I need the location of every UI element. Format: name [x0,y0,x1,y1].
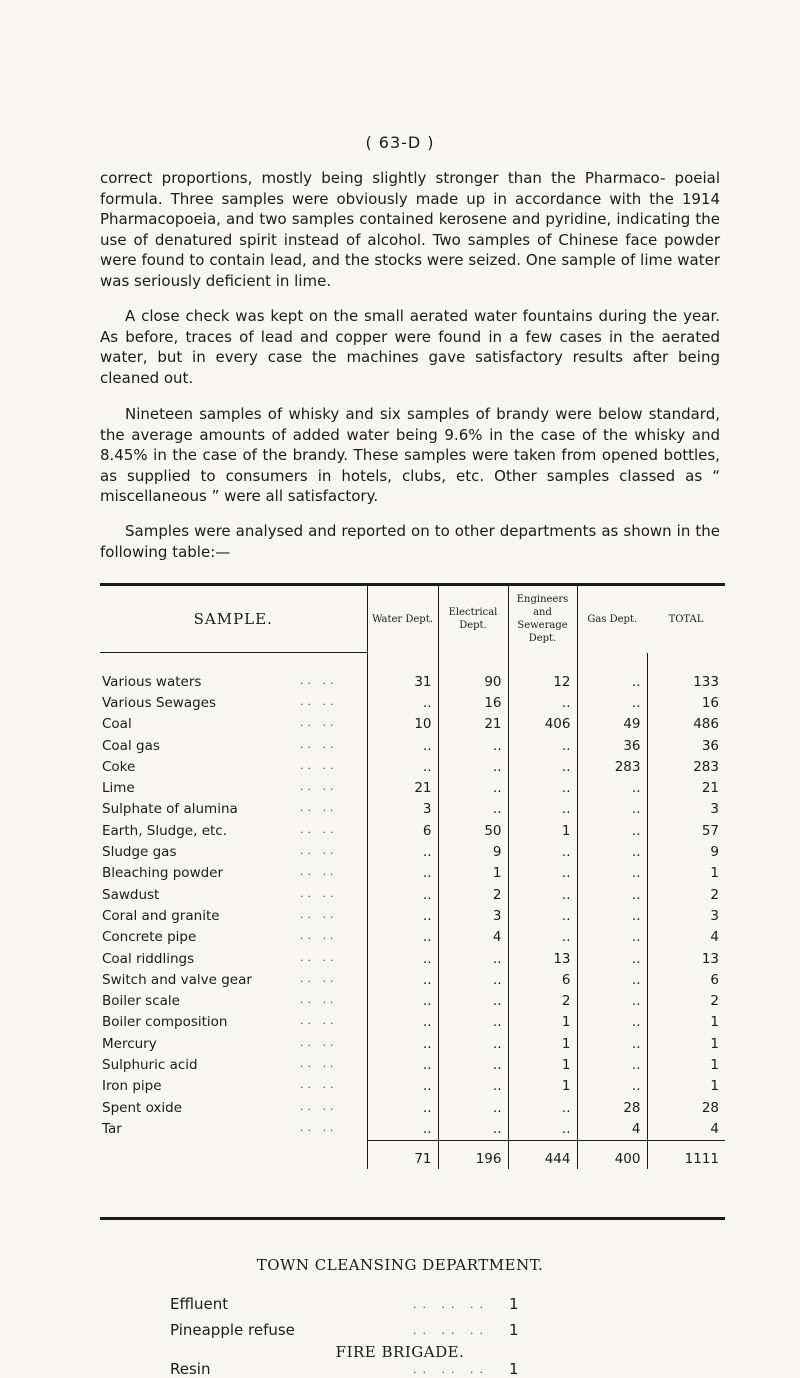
electrical-cell: .. [438,777,508,798]
electrical-cell: 3 [438,905,508,926]
electrical-cell: .. [438,735,508,756]
engineers-cell: 1 [508,1054,577,1075]
spacer-row [100,653,725,672]
sample-name [100,1097,367,1118]
water-cell: .. [367,735,438,756]
water-cell: .. [367,1033,438,1054]
total-cell: 9 [647,841,725,862]
leader-dots: .. .. [300,1056,338,1070]
item-name: Effluent [170,1295,229,1313]
town-cleansing-heading: TOWN CLEANSING DEPARTMENT. [256,1256,544,1274]
leader-dots: .. .. [300,673,338,687]
sample-name-text: Switch and valve gear [102,971,252,988]
table-row [100,841,725,862]
water-cell: .. [367,692,438,713]
water-cell: 10 [367,714,438,735]
table-row [100,1054,725,1075]
engineers-cell: 13 [508,948,577,969]
engineers-cell: .. [508,692,577,713]
sample-name-text: Coke [102,758,136,775]
gas-cell: .. [577,969,647,990]
leader-dots: .. .. [300,907,338,921]
header-electrical: Electrical Dept. [438,586,508,653]
gas-cell: 36 [577,735,647,756]
electrical-cell: .. [438,1054,508,1075]
water-cell: .. [367,990,438,1011]
table-row [100,905,725,926]
total-cell: 13 [647,948,725,969]
table-row [100,863,725,884]
electrical-cell: .. [438,756,508,777]
leader-dots: .. .. [300,716,338,730]
header-gas: Gas Dept. [577,586,647,653]
sample-name-text: Sulphuric acid [102,1056,198,1073]
totals-row [100,1140,725,1169]
sample-name-text: Spent oxide [102,1099,183,1116]
total-cell: 1 [647,1033,725,1054]
sample-name-text: Bleaching powder [102,865,224,882]
gas-cell: .. [577,1012,647,1033]
total-cell: 133 [647,671,725,692]
town-cleansing-item [170,1295,570,1313]
engineers-cell: .. [508,884,577,905]
header-water: Water Dept. [367,586,438,653]
sample-name-text: Various waters [102,673,202,690]
engineers-cell: 1 [508,820,577,841]
sample-name-text: Boiler scale [102,993,180,1010]
sample-name-text: Mercury [102,1035,157,1052]
sample-name [100,1012,367,1033]
total-cell: 6 [647,969,725,990]
engineers-cell: .. [508,777,577,798]
gas-cell: 4 [577,1118,647,1140]
totals-electrical-cell: 196 [438,1140,508,1169]
totals-label-cell [100,1140,367,1169]
engineers-cell: 6 [508,969,577,990]
table-bottom-rule [100,1217,725,1220]
sample-name-text: Coral and granite [102,907,220,924]
paragraph-3: Nineteen samples of whisky and six samples of brandy were below standard, the average amounts of added water being 9.6% in the case of the whisky and 8.45% in the case of the brandy. These samples were taken from opened bottles, as supplied to consumers in hotels, clubs, etc. Other samples classed as “ miscellaneous ” were all satisfactory. [100,405,720,505]
table-row [100,948,725,969]
leader-dots: .. .. [300,1099,338,1113]
sample-name [100,671,367,692]
water-cell: .. [367,1076,438,1097]
engineers-cell: 1 [508,1012,577,1033]
total-cell: 21 [647,777,725,798]
total-cell: 1 [647,1076,725,1097]
sample-name-text: Tar [102,1121,122,1138]
table-row [100,1118,725,1140]
leader-dots: .. .. .. [413,1324,489,1337]
total-cell: 4 [647,1118,725,1140]
gas-cell: .. [577,799,647,820]
gas-cell: .. [577,884,647,905]
table-row [100,799,725,820]
table-row [100,1076,725,1097]
leader-dots: .. .. .. [413,1363,489,1376]
electrical-cell: .. [438,1012,508,1033]
gas-cell: .. [577,990,647,1011]
sample-name [100,714,367,735]
leader-dots: .. .. [300,1014,338,1028]
water-cell: .. [367,927,438,948]
item-value: 1 [509,1295,519,1313]
electrical-cell: 4 [438,927,508,948]
table-row [100,671,725,692]
water-cell: .. [367,1012,438,1033]
sample-name [100,969,367,990]
gas-cell: .. [577,692,647,713]
electrical-cell: .. [438,799,508,820]
total-cell: 16 [647,692,725,713]
total-cell: 3 [647,905,725,926]
electrical-cell: 90 [438,671,508,692]
engineers-cell: 1 [508,1076,577,1097]
sample-name [100,1033,367,1054]
sample-name-text: Boiler composition [102,1014,228,1031]
fire-brigade-item [170,1360,570,1378]
water-cell: .. [367,905,438,926]
engineers-cell: 12 [508,671,577,692]
table-row [100,692,725,713]
table-row [100,777,725,798]
gas-cell: .. [577,905,647,926]
sample-name [100,1054,367,1075]
paragraph-1: correct proportions, mostly being slightly stronger than the Pharmaco- poeial formula. Three samples were obviously made up in accordance with the 1914 Pharmacopoeia, and two samples contained kerosene and pyridine, indicating the use of denatured spirit instead of alcohol. Two samples of Chinese face powder were found to contain lead, and the stocks were seized. One sample of lime water was seriously deficient in lime. [100,169,720,290]
gas-cell: .. [577,841,647,862]
sample-name [100,777,367,798]
leader-dots: .. .. [300,950,338,964]
town-cleansing-item [170,1321,570,1339]
gas-cell: .. [577,863,647,884]
water-cell: 6 [367,820,438,841]
table-row [100,735,725,756]
engineers-cell: .. [508,905,577,926]
samples-table-wrapper [100,583,725,1167]
water-cell: .. [367,969,438,990]
table-header-row [100,586,725,653]
sample-name-text: Coal riddlings [102,950,195,967]
gas-cell: .. [577,1076,647,1097]
total-cell: 283 [647,756,725,777]
engineers-cell: 1 [508,1033,577,1054]
sample-name-text: Lime [102,780,135,797]
water-cell: .. [367,841,438,862]
leader-dots: .. .. [300,1078,338,1092]
engineers-cell: .. [508,863,577,884]
engineers-cell: .. [508,1118,577,1140]
water-cell: 21 [367,777,438,798]
gas-cell: .. [577,927,647,948]
electrical-cell: .. [438,1118,508,1140]
leader-dots: .. .. [300,758,338,772]
gas-cell: 49 [577,714,647,735]
gas-cell: .. [577,948,647,969]
leader-dots: .. .. [300,844,338,858]
leader-dots: .. .. [300,1121,338,1135]
total-cell: 1 [647,863,725,884]
sample-name [100,863,367,884]
total-cell: 57 [647,820,725,841]
table-row [100,714,725,735]
water-cell: .. [367,948,438,969]
table-row [100,1012,725,1033]
table-row [100,927,725,948]
water-cell: .. [367,1054,438,1075]
sample-name [100,820,367,841]
electrical-cell: .. [438,1033,508,1054]
header-sample: SAMPLE. [100,586,367,653]
gas-cell: .. [577,1033,647,1054]
engineers-cell: .. [508,756,577,777]
gas-cell: .. [577,671,647,692]
electrical-cell: .. [438,1076,508,1097]
sample-name-text: Earth, Sludge, etc. [102,822,228,839]
sample-name [100,1076,367,1097]
table-row [100,756,725,777]
electrical-cell: 2 [438,884,508,905]
leader-dots: .. .. [300,971,338,985]
totals-gas-cell: 400 [577,1140,647,1169]
total-cell: 36 [647,735,725,756]
electrical-cell: 16 [438,692,508,713]
sample-name [100,799,367,820]
electrical-cell: .. [438,948,508,969]
water-cell: .. [367,1118,438,1140]
item-name: Resin [170,1360,211,1378]
electrical-cell: 21 [438,714,508,735]
totals-total-cell: 1111 [647,1140,725,1169]
engineers-cell: 406 [508,714,577,735]
water-cell: 31 [367,671,438,692]
item-name: Pineapple refuse [170,1321,295,1339]
water-cell: .. [367,884,438,905]
sample-name-text: Concrete pipe [102,929,197,946]
engineers-cell: .. [508,735,577,756]
sample-name-text: Sawdust [102,886,160,903]
paragraph-4: Samples were analysed and reported on to other departments as shown in the following table:— [100,522,720,561]
water-cell: .. [367,863,438,884]
header-total: TOTAL [668,613,704,625]
engineers-cell: 2 [508,990,577,1011]
leader-dots: .. .. [300,694,338,708]
total-cell: 3 [647,799,725,820]
leader-dots: .. .. .. [413,1298,489,1311]
sample-name-text: Various Sewages [102,694,216,711]
electrical-cell: 9 [438,841,508,862]
gas-cell: .. [577,1054,647,1075]
total-cell: 2 [647,884,725,905]
page-number: ( 63-D ) [365,133,435,152]
totals-water-cell: 71 [367,1140,438,1169]
sample-name [100,884,367,905]
total-cell: 486 [647,714,725,735]
table-row [100,1033,725,1054]
total-cell: 1 [647,1054,725,1075]
electrical-cell: .. [438,990,508,1011]
engineers-cell: .. [508,799,577,820]
header-engineers: Engineers and Sewerage Dept. [508,586,577,653]
gas-cell: 283 [577,756,647,777]
electrical-cell: .. [438,1097,508,1118]
sample-name-text: Sludge gas [102,844,177,861]
table-row [100,820,725,841]
sample-name-text: Iron pipe [102,1078,162,1095]
leader-dots: .. .. [300,737,338,751]
total-cell: 28 [647,1097,725,1118]
electrical-cell: 50 [438,820,508,841]
sample-name-text: Sulphate of alumina [102,801,238,818]
leader-dots: .. .. [300,1035,338,1049]
sample-name [100,927,367,948]
item-value: 1 [509,1321,519,1339]
table-row [100,1097,725,1118]
leader-dots: .. .. [300,801,338,815]
samples-table [100,586,725,1169]
sample-name [100,990,367,1011]
sample-name [100,756,367,777]
table-body [100,653,725,1169]
leader-dots: .. .. [300,886,338,900]
sample-name [100,1118,367,1140]
gas-cell: .. [577,820,647,841]
item-value: 1 [509,1360,519,1378]
leader-dots: .. .. [300,929,338,943]
leader-dots: .. .. [300,865,338,879]
sample-name-text: Coal gas [102,737,160,754]
water-cell: .. [367,1097,438,1118]
fire-brigade-heading: FIRE BRIGADE. [335,1343,465,1361]
sample-name [100,841,367,862]
electrical-cell: .. [438,969,508,990]
engineers-cell: .. [508,1097,577,1118]
table-row [100,969,725,990]
totals-engineers-cell: 444 [508,1140,577,1169]
engineers-cell: .. [508,841,577,862]
water-cell: 3 [367,799,438,820]
sample-name [100,692,367,713]
engineers-cell: .. [508,927,577,948]
table-row [100,990,725,1011]
paragraph-2: A close check was kept on the small aerated water fountains during the year. As before, traces of lead and copper were found in a few cases in the aerated water, but in every case the machines gave satisfactory results after being cleaned out. [100,307,720,387]
gas-cell: 28 [577,1097,647,1118]
total-cell: 4 [647,927,725,948]
electrical-cell: 1 [438,863,508,884]
leader-dots: .. .. [300,780,338,794]
gas-cell: .. [577,777,647,798]
water-cell: .. [367,756,438,777]
sample-name-text: Coal [102,716,132,733]
sample-name [100,948,367,969]
leader-dots: .. .. [300,993,338,1007]
leader-dots: .. .. [300,822,338,836]
table-row [100,884,725,905]
total-cell: 1 [647,1012,725,1033]
sample-name [100,735,367,756]
sample-name [100,905,367,926]
total-cell: 2 [647,990,725,1011]
